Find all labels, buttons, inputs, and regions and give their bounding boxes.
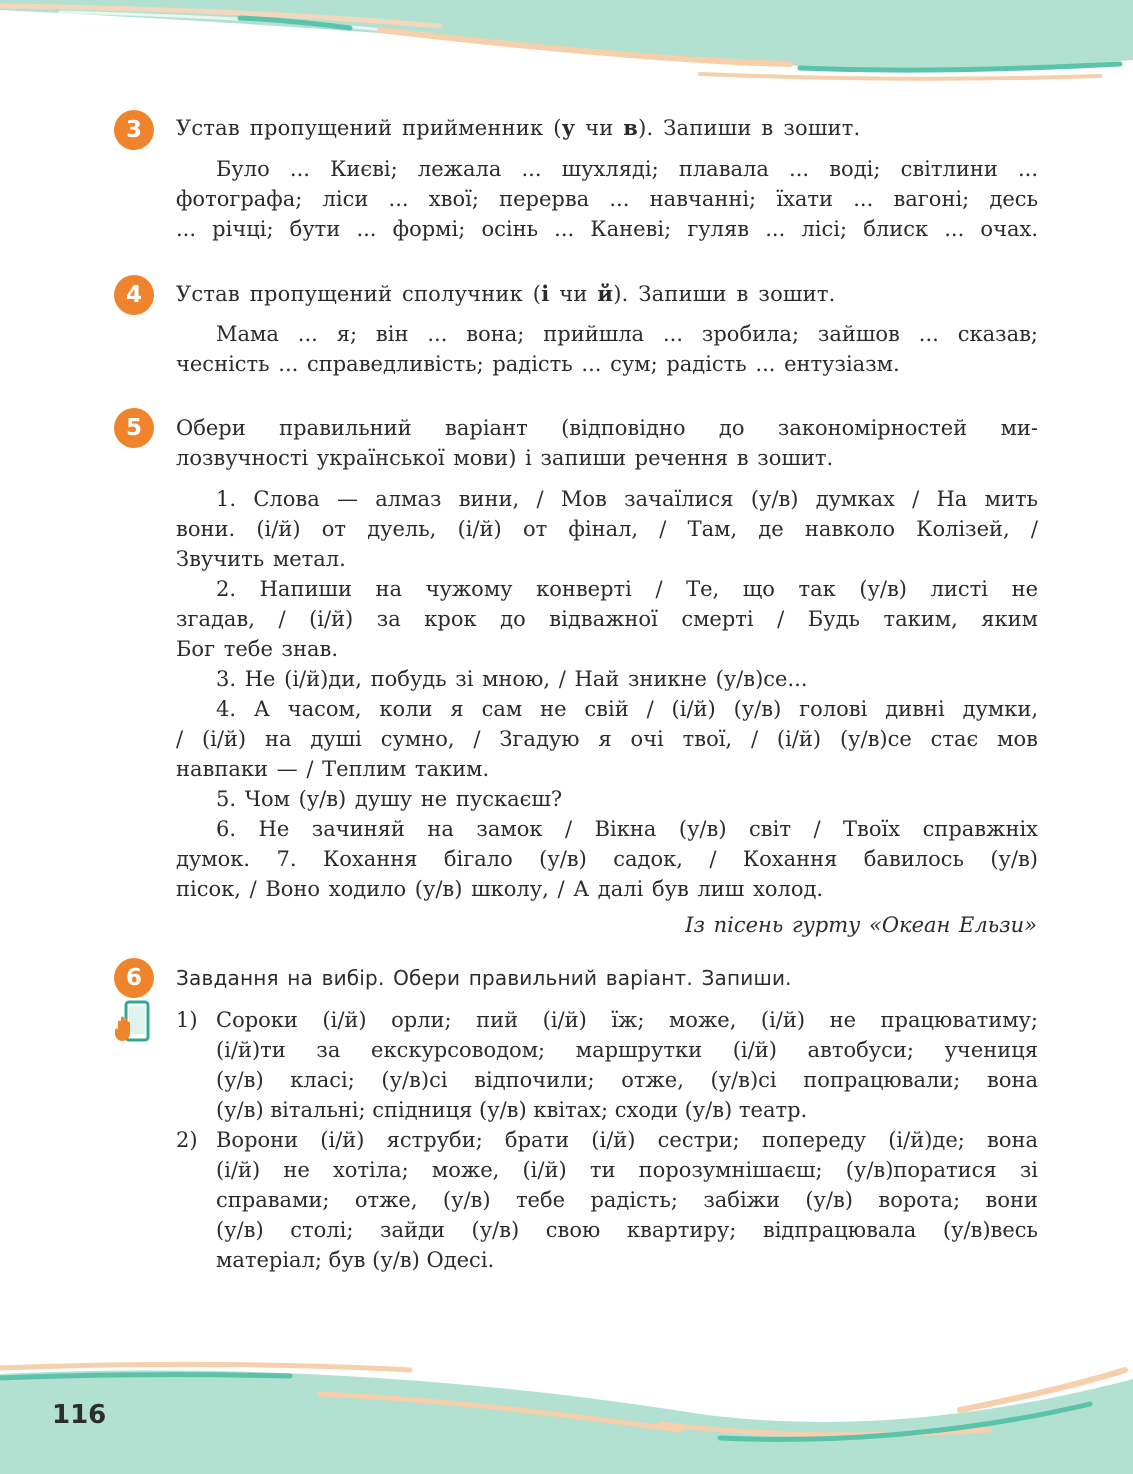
item-line: (і/й) не хотіла; може, (і/й) ти порозумнішаєш; (у/в)поратися зі <box>216 1158 1038 1182</box>
task-6-title: Завдання на вибір. Обери правильний варіант. Запиши. <box>176 966 792 990</box>
task-5-attribution: Із пісень гурту «Океан Ельзи» <box>685 913 1037 937</box>
item-number: 1) <box>176 1008 198 1032</box>
item-line: Ворони (і/й) яструби; брати (і/й) сестри; попереду (і/й)де; вона <box>216 1128 1038 1152</box>
task-3-title-bold: в <box>623 115 639 140</box>
header-decoration <box>0 0 1133 95</box>
text-line: Було ... Києві; лежала ... шухляді; плавала ... воді; світлини ... <box>216 157 1038 181</box>
task-4-text <box>176 319 1038 379</box>
item-line: (у/в) класі; (у/в)сі відпочили; отже, (у/в)сі попрацювали; вона <box>216 1068 1038 1092</box>
tablet-touch-icon <box>112 1000 152 1044</box>
task-3-title-part: чи <box>575 116 624 140</box>
item-line: (і/й)ти за екскурсоводом; маршрутки (і/й) автобуси; учениця <box>216 1038 1038 1062</box>
item-line: справами; отже, (у/в) тебе радість; забіжи (у/в) ворота; вони <box>216 1188 1038 1212</box>
task-3-title-part: ). Запиши в зошит. <box>638 116 861 140</box>
item-number: 2) <box>176 1128 198 1152</box>
text-line: Звучить метал. <box>176 547 346 571</box>
task-4-title <box>176 279 1038 309</box>
title-line: Обери правильний варіант (відповідно до закономірностей ми- <box>176 416 1038 440</box>
text-line: / (і/й) на душі сумно, / Згадую я очі твої, / (і/й) (у/в)се стає мов <box>176 727 1038 751</box>
task-3-title-part: Устав пропущений прийменник ( <box>176 116 562 140</box>
text-line: 5. Чом (у/в) душу не пускаєш? <box>216 787 563 811</box>
task-4-badge: 4 <box>114 275 154 315</box>
task-3-badge: 3 <box>114 110 154 150</box>
text-line: 3. Не (і/й)ди, побудь зі мною, / Най зникне (у/в)се... <box>216 667 808 691</box>
task-3-text <box>176 154 1038 244</box>
item-line: Сороки (і/й) орли; пий (і/й) їж; може, (і/й) не працюватиму; <box>216 1008 1038 1032</box>
task-5-badge: 5 <box>114 408 154 448</box>
item-line: матеріал; був (у/в) Одесі. <box>216 1248 495 1272</box>
text-line: згадав, / (і/й) за крок до відважної смерті / Будь таким, яким <box>176 607 1038 631</box>
task-6-item-1 <box>176 1005 1038 1125</box>
text-line: вони. (і/й) от дуель, (і/й) от фінал, / Там, де навколо Колізей, / <box>176 517 1038 541</box>
footer-decoration <box>0 1334 1133 1474</box>
item-line: (у/в) столі; зайди (у/в) свою квартиру; відпрацювала (у/в)весь <box>216 1218 1038 1242</box>
task-4-title-part: ). Запиши в зошит. <box>613 282 836 306</box>
task-6-badge: 6 <box>114 958 154 998</box>
text-line: чесність ... справедливість; радість ... сум; радість ... ентузіазм. <box>176 352 900 376</box>
text-line: фотографа; ліси ... хвої; перерва ... навчанні; їхати ... вагоні; десь <box>176 187 1038 211</box>
text-line: ... річці; бути ... формі; осінь ... Каневі; гуляв ... лісі; блиск ... очах. <box>176 217 1038 241</box>
text-line: навпаки — / Теплим таким. <box>176 757 490 781</box>
text-line: думок. 7. Кохання бігало (у/в) садок, / Кохання бавилось (у/в) <box>176 847 1038 871</box>
text-line: 6. Не зачиняй на замок / Вікна (у/в) світ / Твоїх справжніх <box>216 817 1038 841</box>
text-line: пісок, / Воно ходило (у/в) школу, / А далі був лиш холод. <box>176 877 824 901</box>
task-4-title-part: чи <box>549 282 598 306</box>
item-line: (у/в) вітальні; спідниця (у/в) квітах; сходи (у/в) театр. <box>216 1098 808 1122</box>
task-3-title-bold: у <box>561 115 576 140</box>
text-line: 2. Напиши на чужому конверті / Те, що так (у/в) листі не <box>216 577 1038 601</box>
text-line: Мама ... я; він ... вона; прийшла ... зробила; зайшов ... сказав; <box>216 322 1038 346</box>
task-5-text <box>176 484 1038 904</box>
text-line: 1. Слова — алмаз вини, / Мов зачаїлися (у/в) думках / На мить <box>216 487 1038 511</box>
title-line: лозвучності української мови) і запиши речення в зошит. <box>176 446 834 470</box>
task-4-title-bold: і <box>541 281 550 306</box>
text-line: Бог тебе знав. <box>176 637 339 661</box>
task-5-title <box>176 413 1038 473</box>
task-6-item-2 <box>176 1125 1038 1275</box>
task-3-title <box>176 113 1038 143</box>
task-4-title-part: Устав пропущений сполучник ( <box>176 282 542 306</box>
page-number: 116 <box>52 1400 107 1430</box>
task-4-title-bold: й <box>597 281 614 306</box>
text-line: 4. А часом, коли я сам не свій / (і/й) (у/в) голові дивні думки, <box>216 697 1038 721</box>
